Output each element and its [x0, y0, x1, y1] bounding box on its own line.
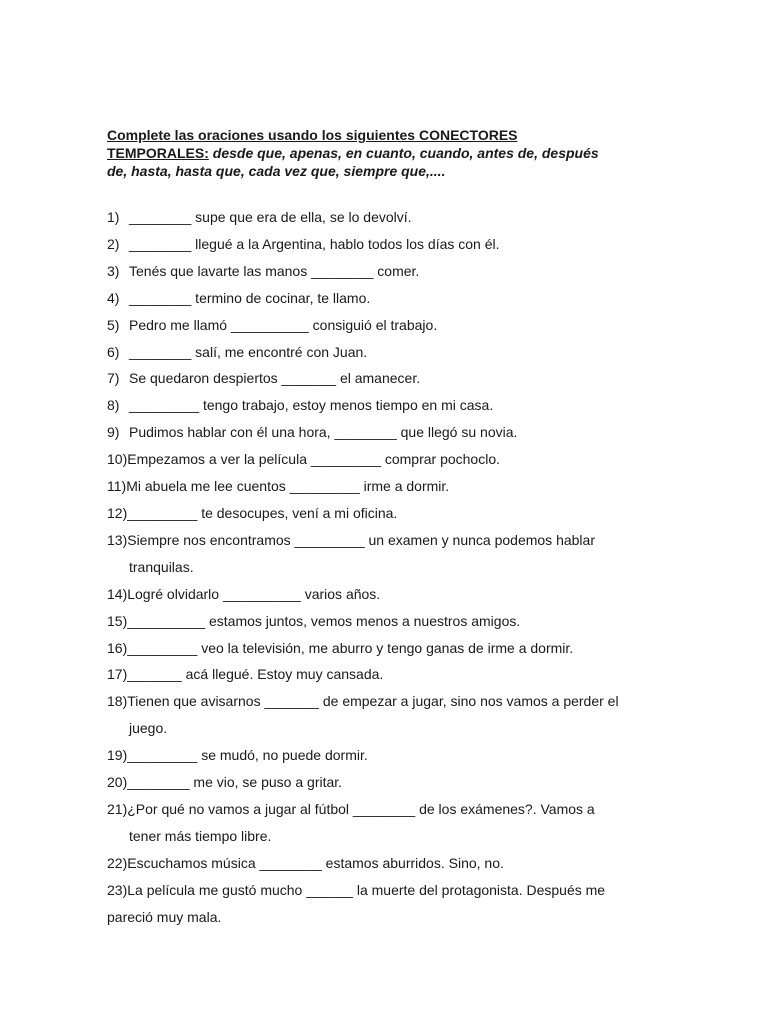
exercise-item [107, 392, 707, 419]
exercise-item [107, 581, 707, 608]
exercise-sentence: Empezamos a ver la película _________ comprar pochoclo. [127, 451, 501, 468]
exercise-sentence: Siempre nos encontramos _________ un examen y nunca podemos hablar [127, 531, 595, 548]
exercise-item [107, 877, 707, 931]
exercise-sentence: _________ te desocupes, vení a mi oficina. [127, 504, 398, 521]
instructions-line-2 [107, 144, 667, 162]
exercise-continuation: juego. [129, 720, 168, 737]
connectors-list-part-2: de, hasta, hasta que, cada vez que, siempre que,.... [107, 163, 446, 179]
exercise-line [107, 312, 707, 339]
exercise-number: 22) [107, 854, 128, 871]
exercise-item [107, 446, 707, 473]
exercise-line [107, 796, 707, 823]
exercise-item [107, 661, 707, 688]
exercise-number: 17) [107, 666, 128, 683]
exercise-number: 6) [107, 343, 120, 360]
exercise-item [107, 473, 707, 500]
exercise-sentence: Tenés que lavarte las manos ________ comer. [129, 262, 420, 279]
exercise-line [107, 742, 707, 769]
exercise-number: 4) [107, 289, 120, 306]
exercise-item [107, 204, 707, 231]
exercise-continuation: tranquilas. [129, 558, 194, 575]
exercise-number: 14) [107, 585, 128, 602]
exercise-line [107, 769, 707, 796]
exercise-item [107, 608, 707, 635]
instructions-line-1 [107, 126, 667, 144]
temporales-label: TEMPORALES: [107, 145, 209, 161]
instructions-title: Complete las oraciones usando los siguientes CONECTORES [107, 127, 518, 143]
exercise-number: 8) [107, 397, 120, 414]
exercise-line [107, 258, 707, 285]
exercise-sentence: Logré olvidarlo __________ varios años. [127, 585, 381, 602]
exercise-sentence: La película me gustó mucho ______ la muerte del protagonista. Después me [127, 881, 606, 898]
exercise-line [107, 661, 707, 688]
exercise-sentence: Pudimos hablar con él una hora, ________ que llegó su novia. [129, 424, 518, 441]
exercise-list [107, 204, 707, 930]
exercise-line [107, 231, 707, 258]
exercise-line [107, 688, 707, 715]
exercise-number: 9) [107, 424, 120, 441]
exercise-line [107, 339, 707, 366]
exercise-line [107, 850, 707, 877]
exercise-line [107, 285, 707, 312]
exercise-item [107, 231, 707, 258]
exercise-continuation: tener más tiempo libre. [129, 827, 272, 844]
instructions [107, 126, 667, 180]
exercise-sentence: ________ me vio, se puso a gritar. [127, 774, 343, 791]
exercise-sentence: _________ se mudó, no puede dormir. [127, 747, 368, 764]
exercise-line [107, 635, 707, 662]
exercise-sentence: Se quedaron despiertos _______ el amanecer. [129, 370, 421, 387]
exercise-item [107, 527, 707, 581]
exercise-line [107, 446, 707, 473]
exercise-number: 15) [107, 612, 128, 629]
exercise-sentence: _______ acá llegué. Estoy muy cansada. [127, 666, 384, 683]
exercise-line [107, 419, 707, 446]
exercise-line [107, 581, 707, 608]
exercise-sentence: ________ salí, me encontré con Juan. [129, 343, 368, 360]
exercise-sentence: ¿Por qué no vamos a jugar al fútbol ________ de los exámenes?. Vamos a [127, 800, 595, 817]
exercise-item [107, 769, 707, 796]
exercise-item [107, 688, 707, 742]
exercise-sentence: ________ supe que era de ella, se lo devolví. [129, 209, 412, 225]
exercise-item [107, 796, 707, 850]
exercise-number: 13) [107, 531, 128, 548]
exercise-sentence: Pedro me llamó __________ consiguió el trabajo. [129, 316, 438, 333]
exercise-line [107, 392, 707, 419]
exercise-line [107, 527, 707, 554]
exercise-sentence: _________ veo la televisión, me aburro y tengo ganas de irme a dormir. [127, 639, 574, 656]
exercise-number: 10) [107, 451, 128, 468]
exercise-sentence: __________ estamos juntos, vemos menos a nuestros amigos. [127, 612, 521, 629]
exercise-item [107, 258, 707, 285]
exercise-line [107, 365, 707, 392]
exercise-sentence: Mi abuela me lee cuentos _________ irme a dormir. [126, 478, 450, 495]
exercise-number: 18) [107, 693, 128, 710]
instructions-line-3 [107, 162, 667, 180]
exercise-number: 2) [107, 235, 120, 252]
exercise-item [107, 635, 707, 662]
exercise-number: 3) [107, 262, 120, 279]
exercise-sentence: Tienen que avisarnos _______ de empezar a jugar, sino nos vamos a perder el [127, 693, 619, 710]
exercise-item [107, 742, 707, 769]
exercise-number: 19) [107, 747, 128, 764]
exercise-sentence: Escuchamos música ________ estamos aburridos. Sino, no. [127, 854, 504, 871]
connectors-list-part-1: desde que, apenas, en cuanto, cuando, antes de, después [208, 145, 599, 161]
exercise-number: 21) [107, 800, 128, 817]
exercise-number: 7) [107, 370, 120, 387]
exercise-item [107, 500, 707, 527]
exercise-item [107, 419, 707, 446]
exercise-line [107, 608, 707, 635]
exercise-line [107, 473, 707, 500]
exercise-item [107, 285, 707, 312]
exercise-number: 16) [107, 639, 128, 656]
exercise-number: 20) [107, 774, 128, 791]
exercise-line [107, 500, 707, 527]
exercise-sentence: _________ tengo trabajo, estoy menos tiempo en mi casa. [129, 397, 494, 414]
exercise-continuation: pareció muy mala. [107, 908, 222, 925]
exercise-item [107, 365, 707, 392]
exercise-sentence: ________ llegué a la Argentina, hablo todos los días con él. [129, 235, 500, 252]
exercise-item [107, 312, 707, 339]
exercise-line [107, 877, 707, 904]
exercise-line [107, 204, 707, 231]
exercise-number: 12) [107, 504, 128, 521]
exercise-sentence: ________ termino de cocinar, te llamo. [129, 289, 371, 306]
exercise-number: 1) [107, 209, 120, 225]
exercise-number: 5) [107, 316, 120, 333]
exercise-number: 11) [107, 478, 127, 495]
exercise-item [107, 339, 707, 366]
exercise-item [107, 850, 707, 877]
exercise-number: 23) [107, 881, 128, 898]
